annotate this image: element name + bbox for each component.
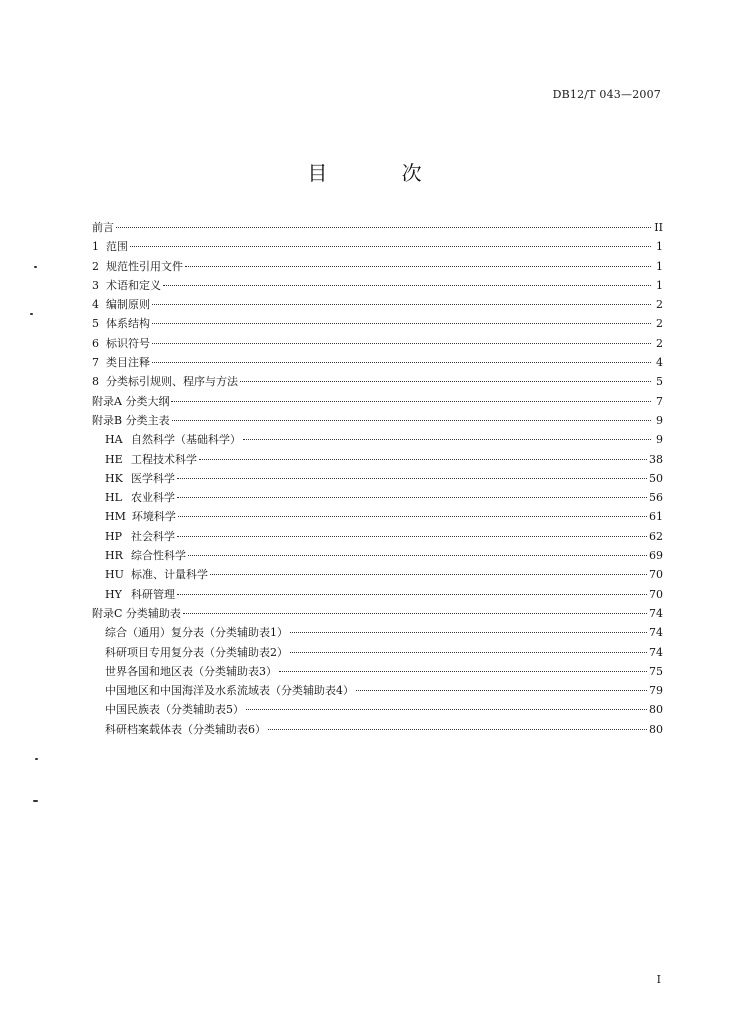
toc-entry[interactable] — [92, 546, 663, 565]
toc-entry-title: 标准、计量科学 — [131, 568, 208, 582]
toc-entry-title: 中国地区和中国海洋及水系流域表（分类辅助表4） — [105, 684, 354, 698]
toc-entry-label — [105, 527, 175, 546]
toc-entry-label — [92, 257, 183, 276]
toc-entry-number: 2 — [92, 259, 99, 273]
toc-entry-page: 80 — [649, 722, 663, 736]
toc-entry-page: 70 — [649, 568, 663, 582]
toc-entry-title: 医学科学 — [131, 471, 175, 485]
toc-entry-page: 74 — [649, 626, 663, 640]
toc-entry-title: 农业科学 — [131, 491, 175, 505]
scan-speck — [34, 266, 37, 268]
dot-leader — [188, 555, 647, 556]
toc-entry[interactable] — [92, 295, 663, 314]
toc-entry-page: 2 — [656, 317, 663, 331]
dot-leader — [152, 362, 651, 363]
toc-entry-label — [92, 353, 150, 372]
toc-entry[interactable] — [92, 411, 663, 430]
toc-entry-code: HE — [105, 452, 123, 466]
toc-entry-label — [92, 276, 161, 295]
toc-entry-code: HR — [105, 549, 123, 563]
toc-entry-page: 1 — [656, 259, 663, 273]
toc-entry-label — [105, 643, 288, 662]
dot-leader — [177, 478, 647, 479]
toc-entry-page: 1 — [656, 240, 663, 254]
dot-leader — [130, 246, 651, 247]
toc-entry-title: 环境科学 — [131, 510, 176, 524]
toc-entry-title: 中国民族表（分类辅助表5） — [105, 703, 244, 717]
dot-leader — [172, 420, 651, 421]
toc-entry-number: 1 — [92, 240, 99, 254]
dot-leader — [152, 343, 651, 344]
toc-entry-number: 4 — [92, 298, 99, 312]
dot-leader — [171, 401, 651, 402]
toc-entry-label — [105, 488, 175, 507]
dot-leader — [177, 536, 647, 537]
toc-entry-label — [105, 681, 354, 700]
toc-entry[interactable] — [92, 314, 663, 333]
dot-leader — [185, 266, 651, 267]
toc-entry-code: HP — [105, 529, 122, 543]
toc-entry-label — [105, 546, 186, 565]
toc-entry-page: 70 — [649, 587, 663, 601]
toc-entry-title: 综合性科学 — [131, 549, 186, 563]
toc-entry-label — [92, 604, 181, 623]
toc-entry-title: 科研档案载体表（分类辅助表6） — [105, 722, 266, 736]
toc-entry-label — [105, 507, 176, 526]
toc-entry-number: 8 — [92, 375, 99, 389]
toc-entry[interactable] — [92, 392, 663, 411]
toc-entry-page: 9 — [656, 433, 663, 447]
toc-entry[interactable] — [92, 488, 663, 507]
page-title: 目 次 — [307, 161, 456, 185]
toc-entry-number: 6 — [92, 336, 99, 350]
toc-entry-label — [105, 623, 288, 642]
dot-leader — [290, 652, 647, 653]
page-number: I — [656, 973, 661, 986]
toc-entry-title: 综合（通用）复分表（分类辅助表1） — [105, 626, 288, 640]
toc-entry[interactable] — [92, 527, 663, 546]
toc-entry-label — [92, 295, 150, 314]
toc-entry-label — [105, 585, 175, 604]
toc-entry-code: HL — [105, 491, 122, 505]
toc-entry-page: 80 — [649, 703, 663, 717]
toc-entry-page: 2 — [656, 336, 663, 350]
dot-leader — [152, 323, 651, 324]
toc-entry[interactable] — [92, 257, 663, 276]
dot-leader — [183, 613, 647, 614]
toc-entry-title: 科研项目专用复分表（分类辅助表2） — [105, 645, 288, 659]
toc-entry-page: 79 — [649, 684, 663, 698]
toc-entry-page: 74 — [649, 645, 663, 659]
toc-entry-title: 附录B 分类主表 — [92, 413, 170, 427]
toc-entry-title: 分类标引规则、程序与方法 — [106, 375, 238, 389]
toc-entry-label — [92, 334, 150, 353]
toc-entry-page: 61 — [649, 510, 663, 524]
toc-entry[interactable] — [92, 720, 663, 739]
toc-entry[interactable] — [92, 276, 663, 295]
toc-entry[interactable] — [92, 507, 663, 526]
dot-leader — [290, 632, 647, 633]
dot-leader — [177, 594, 647, 595]
toc-entry-label — [92, 372, 238, 391]
toc-entry-title: 科研管理 — [131, 587, 175, 601]
toc-entry[interactable] — [92, 700, 663, 719]
dot-leader — [279, 671, 647, 672]
toc-entry[interactable] — [92, 430, 663, 449]
toc-entry-title: 附录A 分类大纲 — [92, 394, 170, 408]
toc-entry-label — [105, 469, 175, 488]
toc-entry[interactable] — [92, 218, 663, 237]
toc-entry[interactable] — [92, 450, 663, 469]
toc-entry-page: 38 — [649, 452, 663, 466]
toc-entry-title: 世界各国和地区表（分类辅助表3） — [105, 664, 277, 678]
toc-entry[interactable] — [92, 565, 663, 584]
scan-speck — [35, 758, 38, 760]
toc-entry[interactable] — [92, 353, 663, 372]
toc-entry[interactable] — [92, 469, 663, 488]
toc-entry-label — [92, 237, 128, 256]
toc-entry-title: 标识符号 — [106, 336, 150, 350]
scan-speck — [33, 800, 38, 802]
toc-entry-code: HK — [105, 471, 123, 485]
dot-leader — [246, 709, 647, 710]
toc-entry-code: HY — [105, 587, 122, 601]
toc-entry[interactable] — [92, 334, 663, 353]
toc-entry-label — [92, 314, 150, 333]
toc-entry-label — [105, 565, 208, 584]
toc-entry[interactable] — [92, 643, 663, 662]
toc-entry-title: 编制原则 — [106, 298, 150, 312]
toc-entry-label — [105, 430, 241, 449]
toc-entry-title: 体系结构 — [106, 317, 150, 331]
toc-entry-title: 类目注释 — [106, 356, 150, 370]
toc-entry-number: 3 — [92, 278, 99, 292]
toc-entry-page: 7 — [656, 394, 663, 408]
toc-entry-title: 社会科学 — [131, 529, 175, 543]
toc-entry[interactable] — [92, 372, 663, 391]
toc-entry-label — [92, 392, 169, 411]
toc-entry-code: HU — [105, 568, 124, 582]
toc-entry-title: 工程技术科学 — [131, 452, 197, 466]
toc-entry-title: 附录C 分类辅助表 — [92, 606, 181, 620]
toc-entry-label — [105, 662, 277, 681]
dot-leader — [163, 285, 651, 286]
toc-entry[interactable] — [92, 623, 663, 642]
dot-leader — [240, 381, 651, 382]
toc-entry-title: 范围 — [106, 240, 128, 254]
toc-entry[interactable] — [92, 681, 663, 700]
toc-entry-page: 75 — [649, 664, 663, 678]
toc-entry[interactable] — [92, 237, 663, 256]
table-of-contents — [92, 218, 663, 739]
dot-leader — [356, 690, 647, 691]
toc-entry-label — [105, 450, 197, 469]
toc-entry-page: 50 — [649, 471, 663, 485]
toc-entry[interactable] — [92, 604, 663, 623]
toc-entry-page: 56 — [649, 491, 663, 505]
toc-entry-page: 74 — [649, 606, 663, 620]
toc-entry-code: HA — [105, 433, 123, 447]
dot-leader — [199, 459, 647, 460]
toc-entry-page: II — [654, 221, 663, 234]
dot-leader — [177, 497, 647, 498]
toc-entry-page: 62 — [649, 529, 663, 543]
toc-entry-page: 5 — [656, 375, 663, 389]
dot-leader — [152, 304, 651, 305]
dot-leader — [210, 574, 647, 575]
scan-speck — [30, 313, 33, 315]
toc-entry-label — [92, 218, 114, 237]
toc-entry-title: 前言 — [92, 221, 114, 234]
toc-entry-label — [105, 700, 244, 719]
toc-entry-page: 69 — [649, 549, 663, 563]
dot-leader — [178, 516, 647, 517]
toc-entry-label — [92, 411, 170, 430]
document-code: DB12/T 043—2007 — [552, 88, 661, 101]
toc-entry-label — [105, 720, 266, 739]
toc-entry-number: 5 — [92, 317, 99, 331]
toc-entry-number: 7 — [92, 356, 99, 370]
toc-entry-page: 1 — [656, 278, 663, 292]
dot-leader — [116, 227, 651, 228]
toc-entry-page: 2 — [656, 298, 663, 312]
dot-leader — [268, 729, 647, 730]
toc-entry-title: 规范性引用文件 — [106, 259, 183, 273]
toc-entry-title: 自然科学（基础科学） — [131, 433, 241, 447]
toc-entry-title: 术语和定义 — [106, 278, 161, 292]
dot-leader — [243, 439, 651, 440]
toc-entry-page: 4 — [656, 356, 663, 370]
toc-entry-page: 9 — [656, 413, 663, 427]
toc-entry-code: HM — [105, 510, 126, 524]
toc-entry[interactable] — [92, 585, 663, 604]
toc-entry[interactable] — [92, 662, 663, 681]
